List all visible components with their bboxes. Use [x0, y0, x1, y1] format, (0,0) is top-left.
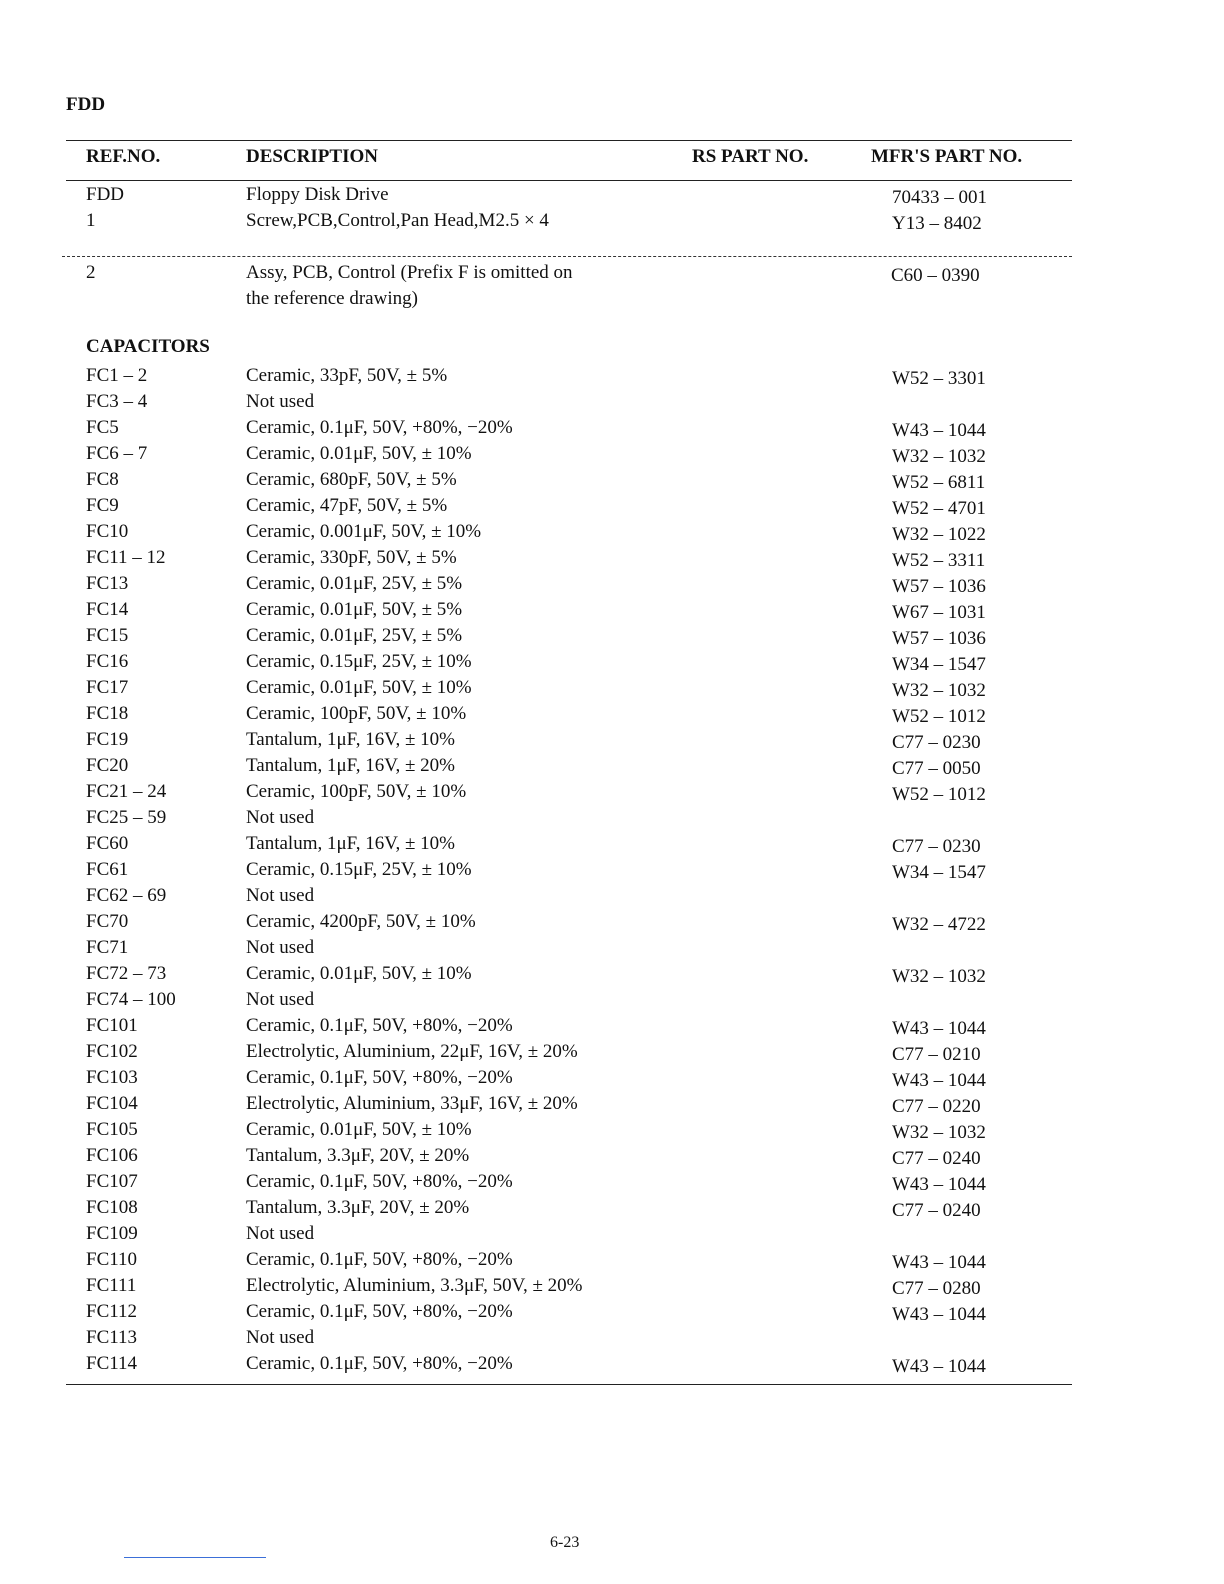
mfr-part-cell: C77 – 0050	[892, 758, 981, 779]
mfr-part-cell: C77 – 0220	[892, 1096, 981, 1117]
mfr-part-cell: C77 – 0240	[892, 1200, 981, 1221]
ref-cell: FC108	[86, 1197, 138, 1218]
ref-cell: FC1 – 2	[86, 365, 148, 386]
header-description: DESCRIPTION	[246, 146, 378, 167]
mfr-part-cell: W32 – 1032	[892, 446, 986, 467]
mfr-part-cell: W67 – 1031	[892, 602, 986, 623]
description-cell: Not used	[246, 1327, 315, 1348]
table-row	[0, 597, 1224, 623]
table-row	[0, 1273, 1224, 1299]
mfr-part-cell: W34 – 1547	[892, 862, 986, 883]
header-ref-no: REF.NO.	[86, 146, 161, 167]
description-cell: Electrolytic, Aluminium, 33μF, 16V, ± 20%	[246, 1093, 578, 1114]
ref-cell: FC107	[86, 1171, 138, 1192]
table-row	[0, 857, 1224, 883]
table-row	[0, 571, 1224, 597]
description-cell: Electrolytic, Aluminium, 3.3μF, 50V, ± 20%	[246, 1275, 583, 1296]
description-cell: Tantalum, 1μF, 16V, ± 20%	[246, 755, 455, 776]
description-cell: Tantalum, 3.3μF, 20V, ± 20%	[246, 1145, 470, 1166]
description-cell: Not used	[246, 989, 315, 1010]
mfr-part-cell: 70433 – 001	[892, 187, 987, 208]
description-cell: Not used	[246, 1223, 315, 1244]
table-row	[0, 208, 1224, 234]
table-row	[0, 1143, 1224, 1169]
description-cell: Tantalum, 3.3μF, 20V, ± 20%	[246, 1197, 470, 1218]
table-row	[0, 363, 1224, 389]
table-row	[0, 623, 1224, 649]
ref-cell: FC6 – 7	[86, 443, 148, 464]
assy-parts-list	[0, 260, 1224, 312]
table-row	[0, 1221, 1224, 1247]
ref-cell: FC21 – 24	[86, 781, 167, 802]
ref-cell: FC71	[86, 937, 129, 958]
mfr-part-cell: W43 – 1044	[892, 1304, 986, 1325]
table-row	[0, 467, 1224, 493]
ref-cell: FDD	[86, 184, 125, 205]
mfr-part-cell: C77 – 0210	[892, 1044, 981, 1065]
table-row	[0, 1351, 1224, 1377]
ref-cell: FC114	[86, 1353, 138, 1374]
ref-cell: FC5	[86, 417, 119, 438]
ref-cell: FC106	[86, 1145, 138, 1166]
mfr-part-cell: W32 – 4722	[892, 914, 986, 935]
description-cell: Screw,PCB,Control,Pan Head,M2.5 × 4	[246, 210, 549, 231]
table-row	[0, 961, 1224, 987]
ref-cell: FC103	[86, 1067, 138, 1088]
description-cell: Ceramic, 0.01μF, 50V, ± 5%	[246, 599, 463, 620]
header-mfr-part-no: MFR'S PART NO.	[871, 146, 1023, 167]
description-cell: Not used	[246, 937, 315, 958]
table-row	[0, 649, 1224, 675]
table-row	[0, 883, 1224, 909]
mfr-part-cell: W57 – 1036	[892, 576, 986, 597]
description-cell: Ceramic, 100pF, 50V, ± 10%	[246, 703, 467, 724]
mfr-part-cell: W32 – 1022	[892, 524, 986, 545]
ref-cell: FC109	[86, 1223, 138, 1244]
description-cell: Tantalum, 1μF, 16V, ± 10%	[246, 729, 455, 750]
description-cell	[246, 260, 573, 312]
description-cell: Ceramic, 0.15μF, 25V, ± 10%	[246, 651, 472, 672]
capacitors-list	[0, 363, 1224, 1377]
ref-cell: FC110	[86, 1249, 138, 1270]
ref-cell: FC112	[86, 1301, 138, 1322]
header-rs-part-no: RS PART NO.	[692, 146, 809, 167]
table-row	[0, 1065, 1224, 1091]
table-row	[0, 909, 1224, 935]
description-cell: Ceramic, 0.1μF, 50V, +80%, −20%	[246, 1067, 513, 1088]
ref-cell: FC10	[86, 521, 129, 542]
table-row	[0, 987, 1224, 1013]
header-bottom-rule	[66, 180, 1072, 181]
ref-cell: FC74 – 100	[86, 989, 176, 1010]
table-row	[0, 182, 1224, 208]
ref-cell: FC3 – 4	[86, 391, 148, 412]
description-cell: Ceramic, 0.1μF, 50V, +80%, −20%	[246, 1015, 513, 1036]
mfr-part-cell: W32 – 1032	[892, 1122, 986, 1143]
table-row	[0, 493, 1224, 519]
table-row	[0, 1325, 1224, 1351]
mfr-part-cell: W43 – 1044	[892, 1018, 986, 1039]
mfr-part-cell: C77 – 0240	[892, 1148, 981, 1169]
table-row	[0, 727, 1224, 753]
ref-cell: FC105	[86, 1119, 138, 1140]
top-parts-list	[0, 182, 1224, 234]
table-row	[0, 1091, 1224, 1117]
description-cell: Ceramic, 0.15μF, 25V, ± 10%	[246, 859, 472, 880]
ref-cell: FC70	[86, 911, 129, 932]
table-row	[0, 935, 1224, 961]
mfr-part-cell: W43 – 1044	[892, 1252, 986, 1273]
mfr-part-cell: W32 – 1032	[892, 680, 986, 701]
description-cell: Ceramic, 0.1μF, 50V, +80%, −20%	[246, 1301, 513, 1322]
table-row	[0, 519, 1224, 545]
mfr-part-cell: W34 – 1547	[892, 654, 986, 675]
group-title-capacitors: CAPACITORS	[86, 336, 210, 357]
mfr-part-cell: W57 – 1036	[892, 628, 986, 649]
ref-cell: 1	[86, 210, 96, 231]
description-cell: Ceramic, 47pF, 50V, ± 5%	[246, 495, 448, 516]
table-row	[0, 1299, 1224, 1325]
mfr-part-cell: Y13 – 8402	[892, 213, 982, 234]
table-row	[0, 415, 1224, 441]
mfr-part-cell: W52 – 3311	[892, 550, 986, 571]
description-cell: Not used	[246, 391, 315, 412]
description-cell: Ceramic, 0.01μF, 50V, ± 10%	[246, 677, 472, 698]
description-cell: Not used	[246, 885, 315, 906]
table-row	[0, 260, 1224, 312]
ref-cell: FC8	[86, 469, 119, 490]
mfr-part-cell: W43 – 1044	[892, 1356, 986, 1377]
header-top-rule	[66, 140, 1072, 141]
ref-cell: FC101	[86, 1015, 138, 1036]
mfr-part-cell: C60 – 0390	[891, 265, 980, 286]
table-row	[0, 389, 1224, 415]
description-cell: Ceramic, 0.01μF, 50V, ± 10%	[246, 1119, 472, 1140]
ref-cell: FC72 – 73	[86, 963, 167, 984]
mfr-part-cell: W32 – 1032	[892, 966, 986, 987]
mfr-part-cell: W43 – 1044	[892, 1174, 986, 1195]
table-row	[0, 1169, 1224, 1195]
ref-cell: FC60	[86, 833, 129, 854]
table-row	[0, 1013, 1224, 1039]
ref-cell: FC104	[86, 1093, 138, 1114]
table-row	[0, 675, 1224, 701]
mfr-part-cell: C77 – 0230	[892, 836, 981, 857]
ref-cell: 2	[86, 262, 96, 283]
table-row	[0, 545, 1224, 571]
ref-cell: FC17	[86, 677, 129, 698]
mfr-part-cell: W52 – 4701	[892, 498, 986, 519]
ref-cell: FC113	[86, 1327, 138, 1348]
table-row	[0, 441, 1224, 467]
ref-cell: FC62 – 69	[86, 885, 167, 906]
ref-cell: FC25 – 59	[86, 807, 167, 828]
mfr-part-cell: C77 – 0280	[892, 1278, 981, 1299]
section-title: FDD	[66, 94, 106, 115]
description-cell: Ceramic, 0.1μF, 50V, +80%, −20%	[246, 1171, 513, 1192]
description-cell: Ceramic, 0.01μF, 25V, ± 5%	[246, 625, 463, 646]
ref-cell: FC102	[86, 1041, 138, 1062]
page-number: 6-23	[550, 1534, 580, 1551]
ref-cell: FC13	[86, 573, 129, 594]
description-cell: Ceramic, 100pF, 50V, ± 10%	[246, 781, 467, 802]
ref-cell: FC111	[86, 1275, 137, 1296]
description-line: the reference drawing)	[246, 288, 418, 309]
description-cell: Ceramic, 0.1μF, 50V, +80%, −20%	[246, 1249, 513, 1270]
table-row	[0, 805, 1224, 831]
table-row	[0, 779, 1224, 805]
description-cell: Ceramic, 0.1μF, 50V, +80%, −20%	[246, 1353, 513, 1374]
ref-cell: FC9	[86, 495, 119, 516]
mfr-part-cell: W43 – 1044	[892, 420, 986, 441]
table-row	[0, 1195, 1224, 1221]
description-cell: Ceramic, 0.01μF, 50V, ± 10%	[246, 443, 472, 464]
table-bottom-rule	[66, 1384, 1072, 1385]
mfr-part-cell: W52 – 1012	[892, 784, 986, 805]
description-cell: Ceramic, 0.001μF, 50V, ± 10%	[246, 521, 482, 542]
table-row	[0, 1247, 1224, 1273]
mfr-part-cell: W52 – 3301	[892, 368, 986, 389]
dashed-separator	[62, 256, 1072, 257]
mfr-part-cell: C77 – 0230	[892, 732, 981, 753]
ref-cell: FC20	[86, 755, 129, 776]
mfr-part-cell: W52 – 6811	[892, 472, 986, 493]
table-row	[0, 1117, 1224, 1143]
mfr-part-cell: W43 – 1044	[892, 1070, 986, 1091]
description-line: Assy, PCB, Control (Prefix F is omitted on	[246, 262, 573, 283]
mfr-part-cell: W52 – 1012	[892, 706, 986, 727]
ref-cell: FC61	[86, 859, 129, 880]
description-cell: Ceramic, 330pF, 50V, ± 5%	[246, 547, 457, 568]
table-row	[0, 1039, 1224, 1065]
table-row	[0, 753, 1224, 779]
description-cell: Ceramic, 4200pF, 50V, ± 10%	[246, 911, 476, 932]
table-row	[0, 831, 1224, 857]
description-cell: Tantalum, 1μF, 16V, ± 10%	[246, 833, 455, 854]
table-row	[0, 701, 1224, 727]
description-cell: Not used	[246, 807, 315, 828]
ref-cell: FC15	[86, 625, 129, 646]
ref-cell: FC11 – 12	[86, 547, 166, 568]
ref-cell: FC18	[86, 703, 129, 724]
footer-link-line	[124, 1557, 266, 1558]
ref-cell: FC19	[86, 729, 129, 750]
description-cell: Ceramic, 0.01μF, 25V, ± 5%	[246, 573, 463, 594]
description-cell: Ceramic, 0.01μF, 50V, ± 10%	[246, 963, 472, 984]
description-cell: Ceramic, 680pF, 50V, ± 5%	[246, 469, 457, 490]
description-cell: Ceramic, 33pF, 50V, ± 5%	[246, 365, 448, 386]
description-cell: Ceramic, 0.1μF, 50V, +80%, −20%	[246, 417, 513, 438]
description-cell: Floppy Disk Drive	[246, 184, 389, 205]
ref-cell: FC16	[86, 651, 129, 672]
ref-cell: FC14	[86, 599, 129, 620]
description-cell: Electrolytic, Aluminium, 22μF, 16V, ± 20%	[246, 1041, 578, 1062]
